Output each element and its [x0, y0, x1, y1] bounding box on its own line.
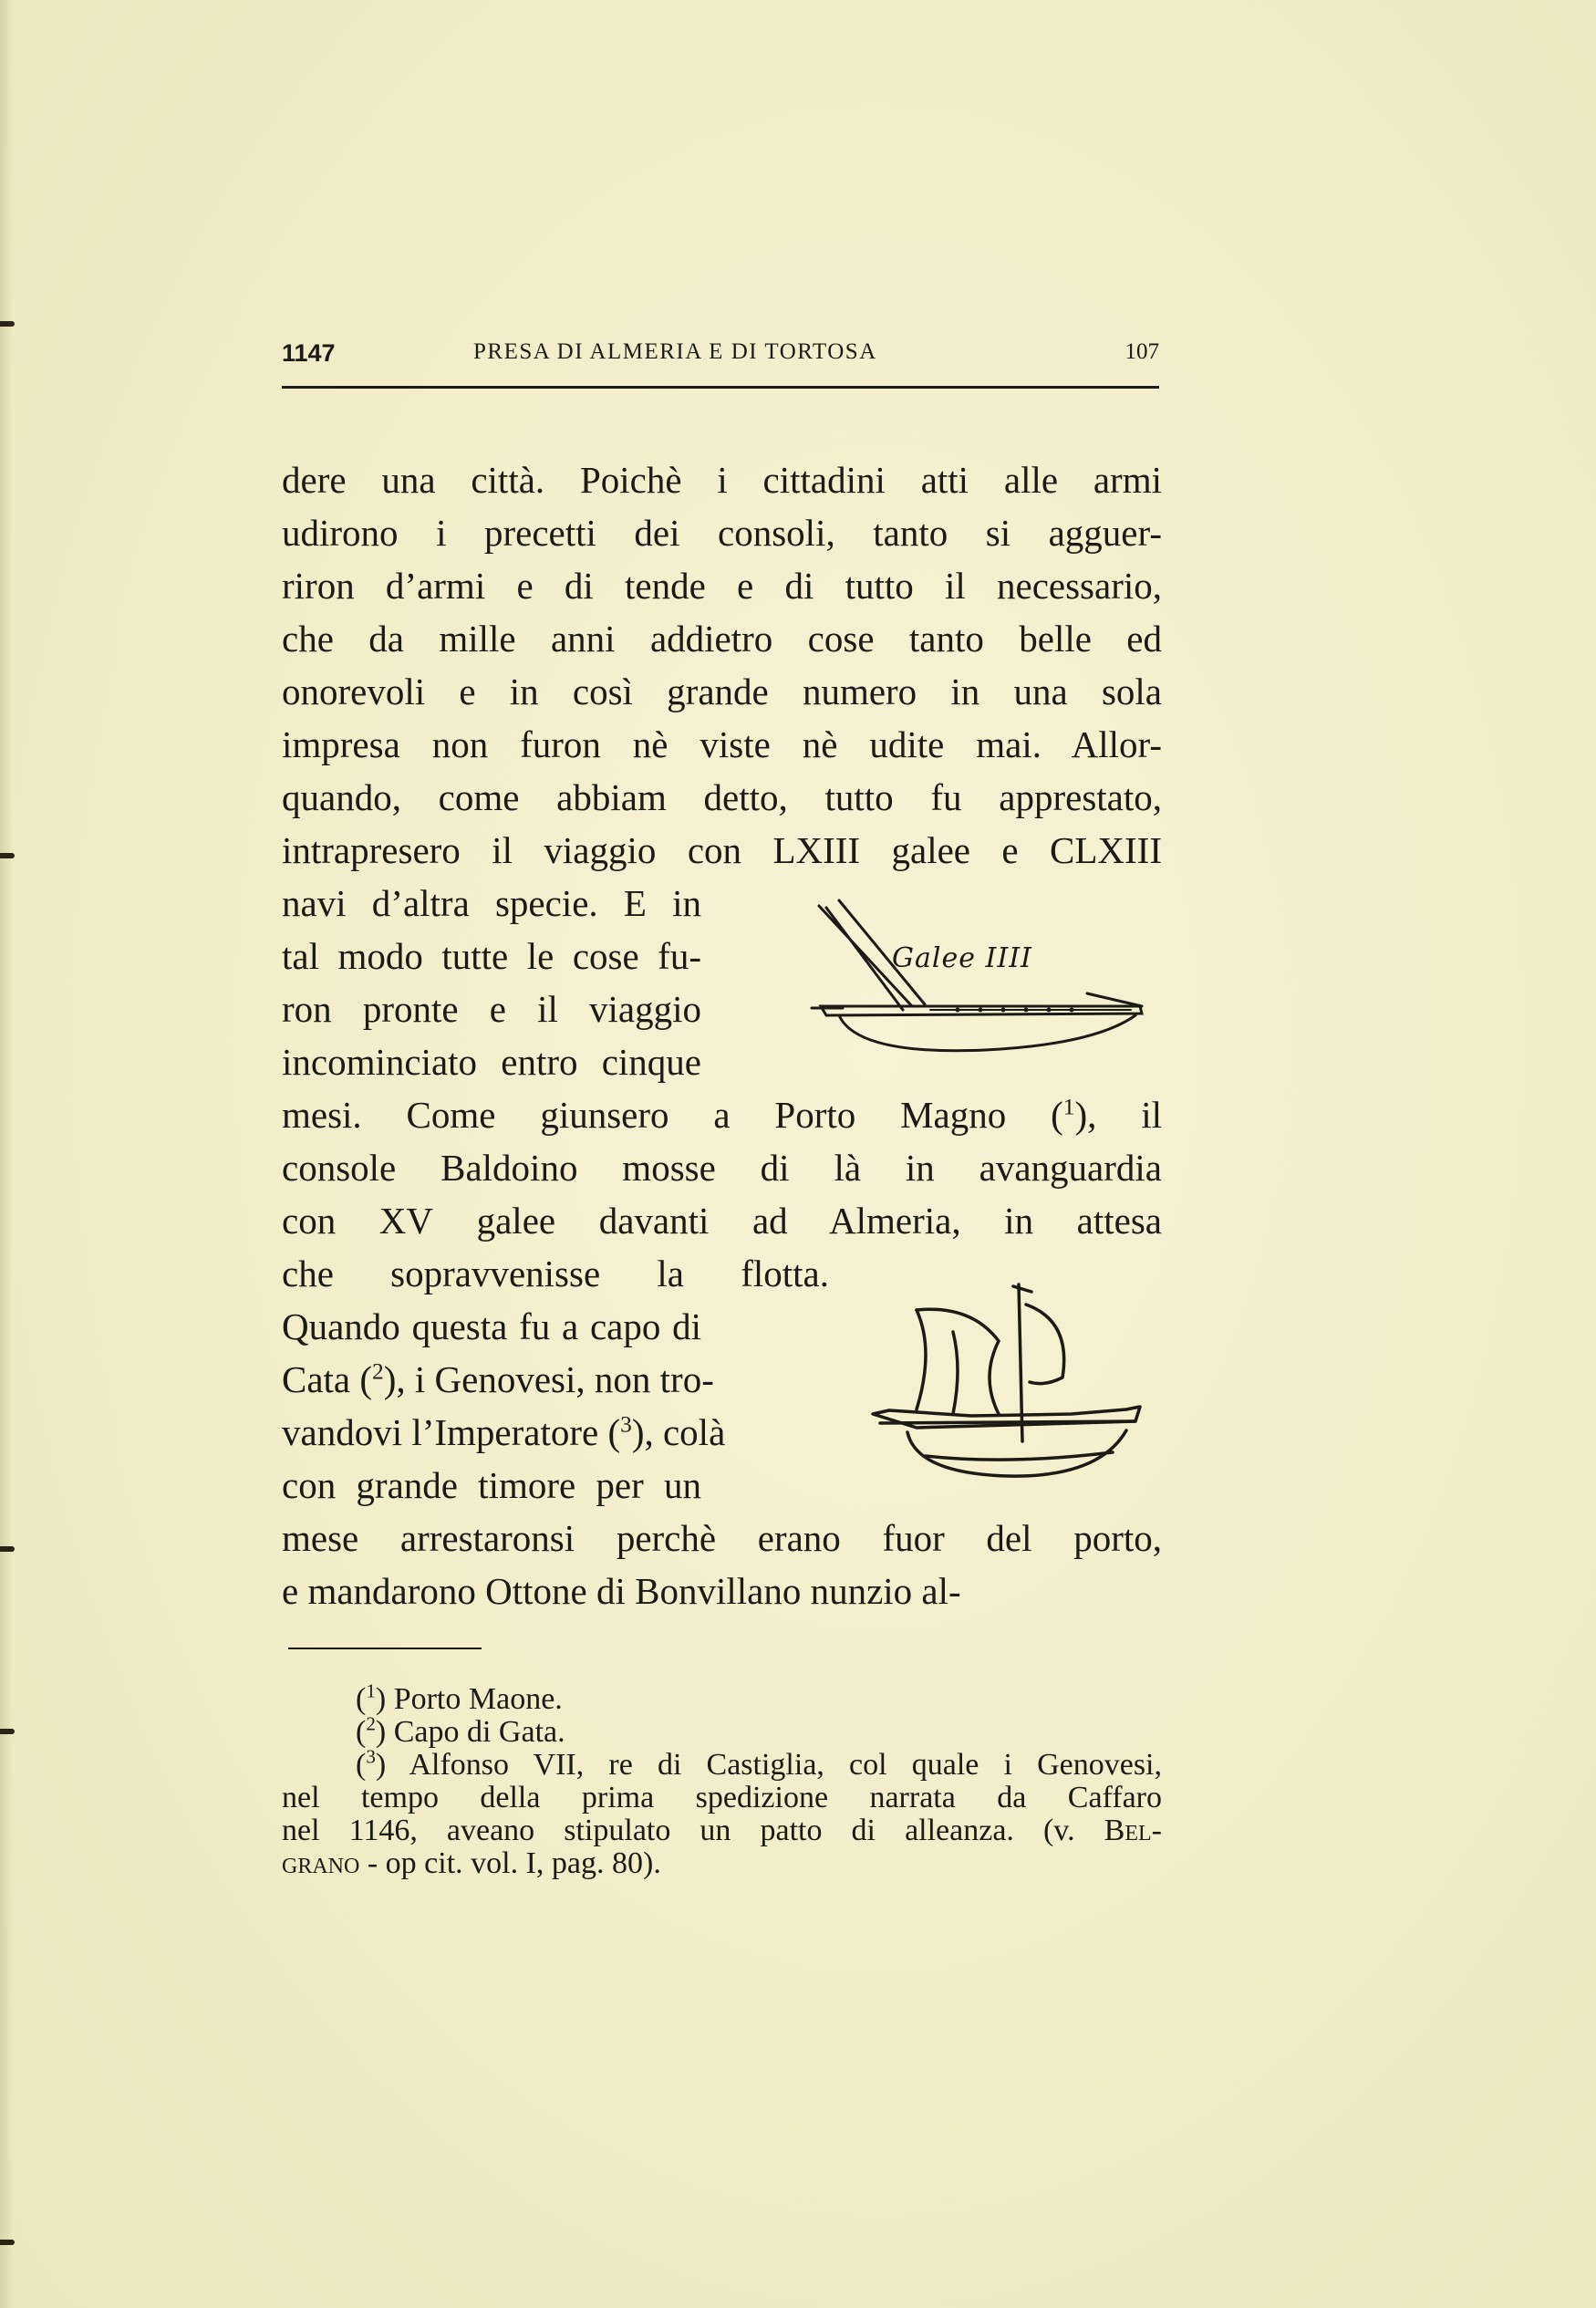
header-rule — [282, 386, 1159, 389]
body-line: console Baldoino mosse di là in avanguardia — [282, 1147, 1162, 1189]
binding-stitch — [0, 853, 15, 858]
binding-stitch — [0, 321, 15, 327]
roman-numeral: XV — [378, 1200, 434, 1242]
body-line: impresa non furon nè viste nè udite mai. Allor- — [282, 723, 1162, 765]
footnote-ref: 2 — [372, 1358, 384, 1385]
galley-illustration — [803, 899, 1149, 1063]
header-year: 1147 — [282, 339, 336, 367]
body-line: Cata ($^2$), i Genovesi, non tro- — [282, 1358, 714, 1400]
binding-stitch — [0, 1546, 15, 1552]
footnote-3-line: nel tempo della prima spedizione narrata da Caffaro — [282, 1781, 1162, 1814]
body-line: udirono i precetti dei consoli, tanto si agguer- — [282, 512, 1162, 554]
header-title: PRESA DI ALMERIA E DI TORTOSA — [473, 339, 877, 364]
header-page-number: 107 — [1124, 339, 1159, 364]
footnote-3: ($^3$) Alfonso VII, re di Castiglia, col quale i Genovesi, — [356, 1745, 1162, 1782]
body-line: onorevoli e in così grande numero in una sola — [282, 671, 1162, 712]
sailing-ship-illustration — [862, 1277, 1154, 1505]
footnote-3-line: grano - op cit. vol. I, pag. 80). — [282, 1846, 661, 1880]
body-line: vandovi l’Imperatore ($^3$), colà — [282, 1411, 726, 1453]
body-line: intrapresero il viaggio con LXIII galee e CLXIII — [282, 829, 1162, 871]
body-line: che sopravvenisse la flotta. — [282, 1253, 829, 1294]
footnote-1: ($^1$) Porto Maone. — [356, 1679, 563, 1716]
body-line: mesi. Come giunsero a Porto Magno ($^1$), il — [282, 1094, 1163, 1136]
body-line: mese arrestaronsi perchè erano fuor del porto, — [282, 1517, 1162, 1559]
footnote-ref: 1 — [1062, 1094, 1075, 1120]
body-line: che da mille anni addietro cose tanto belle ed — [282, 618, 1162, 660]
footnote-rule — [288, 1648, 482, 1649]
body-line: incominciato entro cinque — [282, 1041, 701, 1083]
body-line: ron pronte e il viaggio — [282, 988, 701, 1030]
binding-edge — [0, 0, 13, 2308]
galley-caption: Galee IIII — [892, 942, 1032, 974]
body-line: dere una città. Poichè i cittadini atti alle armi — [282, 459, 1162, 501]
footnote-ref: 3 — [620, 1411, 632, 1438]
body-line: riron d’armi e di tende e di tutto il necessario, — [282, 565, 1162, 607]
binding-stitch — [0, 2240, 15, 2245]
running-header — [282, 336, 1159, 372]
body-line: quando, come abbiam detto, tutto fu apprestato, — [282, 776, 1162, 818]
body-line: con grande timore per un — [282, 1464, 701, 1506]
footnote-3-line: nel 1146, aveano stipulato un patto di alleanza. (v. Bel- — [282, 1814, 1162, 1847]
body-line: navi d’altra specie. E in — [282, 882, 701, 924]
roman-numeral: CLXIII — [1050, 829, 1162, 871]
body-line: Quando questa fu a capo di — [282, 1305, 701, 1347]
body-line: tal modo tutte le cose fu- — [282, 935, 701, 977]
roman-numeral: LXIII — [772, 829, 861, 871]
footnote-2: ($^2$) Capo di Gata. — [356, 1712, 565, 1749]
body-line: e mandarono Ottone di Bonvillano nunzio al- — [282, 1570, 961, 1612]
body-line: con XV galee davanti ad Almeria, in attesa — [282, 1200, 1162, 1242]
binding-stitch — [0, 1729, 15, 1734]
